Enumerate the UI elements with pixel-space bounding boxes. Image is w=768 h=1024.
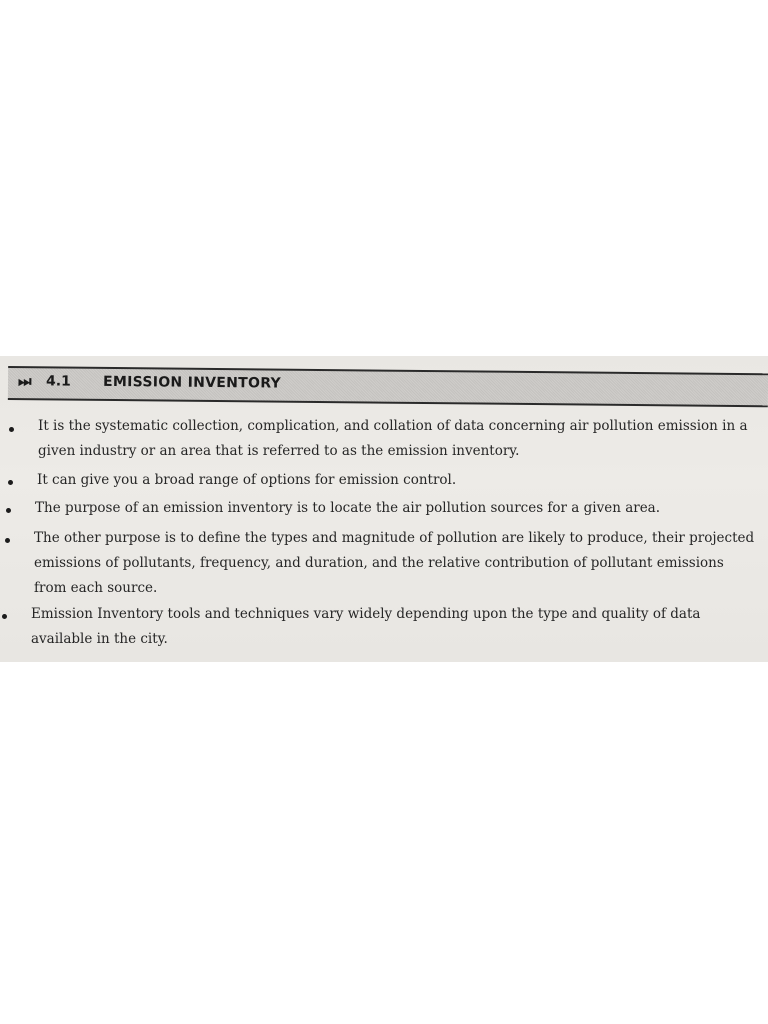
bullet-text: Emission Inventory tools and techniques vary widely depending upon the type and quality of data available in the city. — [31, 606, 701, 647]
section-title: EMISSION INVENTORY — [102, 373, 282, 392]
bullet-text: The purpose of an emission inventory is to locate the air pollution sources for a given area. — [35, 500, 661, 516]
section-number: 4.1 — [45, 373, 71, 390]
bullet-text: It is the systematic collection, complication, and collation of data concerning air pollution emission in a given industry or an area that is referred to as the emission inventory. — [38, 418, 748, 459]
bullet-icon — [2, 614, 7, 619]
fast-forward-icon: ⏭ — [17, 372, 29, 391]
scanned-page — [0, 356, 768, 662]
section-header-bar — [8, 366, 768, 407]
bullet-icon — [5, 538, 10, 543]
bullet-icon — [9, 427, 14, 432]
bullet-icon — [8, 480, 13, 485]
bullet-text: The other purpose is to define the types and magnitude of pollution are likely to produce, their projected emissions of pollutants, frequency, and duration, and the relative contribution of pollutant emissions from each source. — [34, 530, 755, 596]
bullet-icon — [6, 508, 11, 513]
bullet-text: It can give you a broad range of options for emission control. — [37, 472, 457, 488]
